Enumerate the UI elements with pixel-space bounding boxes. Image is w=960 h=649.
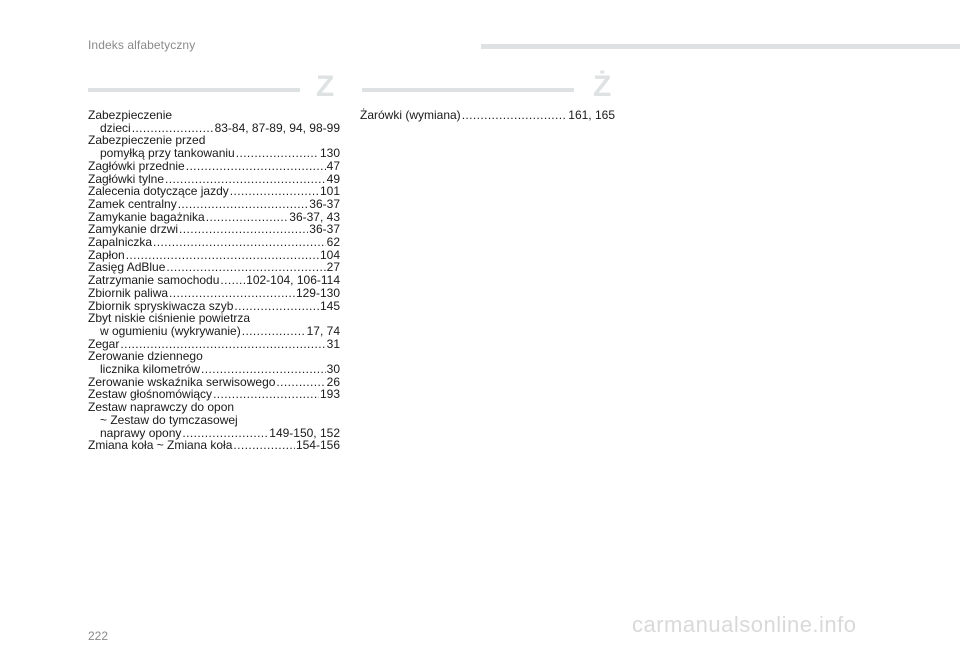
page-header-title: Indeks alfabetyczny (88, 38, 196, 52)
index-entry-pages: 101 (319, 184, 340, 199)
index-entry-pages: 36-37, 43 (289, 209, 340, 224)
index-entry-pages: 129-130 (295, 285, 340, 300)
index-entry-row (360, 109, 615, 122)
index-entry-pages: 62 (326, 235, 340, 250)
watermark-text: carmanualsonline.info (632, 612, 857, 637)
index-entry-term: licznika kilometrów (100, 362, 201, 377)
index-entry-term: Zbyt niskie ciśnienie powietrza (88, 311, 251, 326)
index-entry-term: Zamek centralny (88, 196, 177, 211)
index-entry-term: Zagłówki przednie (88, 158, 185, 173)
section-divider (88, 88, 300, 92)
index-entry-pages: 36-37 (309, 196, 340, 211)
index-section-z (88, 70, 340, 453)
index-entry-term: Zerowanie wskaźnika serwisowego (88, 374, 276, 389)
index-entry (88, 274, 340, 287)
index-entry-term: Zamykanie drzwi (88, 222, 179, 237)
index-entry-term: Zerowanie dziennego (88, 349, 203, 364)
dot-leader (236, 147, 319, 160)
index-entry-pages: 161, 165 (568, 108, 615, 122)
index-entry (88, 236, 340, 249)
index-entry-row (88, 287, 340, 300)
index-entry-pages: 49 (326, 171, 340, 186)
index-entry-term: Zagłówki tylne (88, 171, 165, 186)
index-entry (88, 134, 340, 159)
index-entry-pages: 17, 74 (306, 323, 340, 338)
dot-leader (186, 160, 326, 173)
index-entry (88, 439, 340, 452)
index-entry-row (88, 236, 340, 249)
section-divider (362, 88, 574, 92)
index-entry-pages: 27 (326, 260, 340, 275)
dot-leader (153, 236, 326, 249)
dot-leader (206, 211, 289, 224)
dot-leader (220, 274, 245, 287)
section-heading (360, 70, 615, 106)
index-entry-list (360, 109, 615, 122)
index-entry-pages: 26 (326, 374, 340, 389)
index-entry-row (88, 198, 340, 211)
index-entry-row (88, 363, 340, 376)
index-entry (88, 401, 340, 439)
index-entry (360, 109, 615, 122)
index-entry-term: Zmiana koła ~ Zmiana koła (88, 438, 233, 453)
index-entry-row (88, 147, 340, 160)
index-entry-term: Zatrzymanie samochodu (88, 273, 220, 288)
dot-leader (276, 376, 325, 389)
dot-leader (179, 223, 308, 236)
index-entry-term: Zestaw naprawczy do opon (88, 400, 235, 415)
index-entry (88, 350, 340, 375)
index-entry (88, 160, 340, 173)
index-entry-term: Zalecenia dotyczące jazdy (88, 184, 229, 199)
index-entry-term: Żarówki (wymiana) (360, 108, 461, 122)
index-entry-term: w ogumieniu (wykrywanie) (100, 323, 241, 338)
dot-leader (230, 185, 319, 198)
section-letter: Ż (593, 70, 612, 103)
index-entry (88, 312, 340, 337)
index-entry-row (88, 325, 340, 338)
index-entry-list (88, 109, 340, 452)
index-entry-pages: 104 (319, 247, 340, 262)
dot-leader (242, 325, 306, 338)
index-section-z-dot (360, 70, 615, 122)
index-entry-term: Zabezpieczenie (88, 108, 173, 122)
index-entry-term: Zegar (88, 336, 120, 351)
section-heading (88, 70, 340, 106)
index-entry-pages: 83-84, 87-89, 94, 98-99 (214, 120, 340, 135)
dot-leader (169, 287, 295, 300)
index-entry-pages: 149-150, 152 (269, 425, 340, 440)
index-entry-pages: 145 (319, 298, 340, 313)
index-entry-pages: 102-104, 106-114 (246, 273, 340, 288)
index-entry-pages: 30 (326, 362, 340, 377)
index-entry-row (88, 160, 340, 173)
dot-leader (178, 198, 309, 211)
index-entry-term: pomyłką przy tankowaniu (100, 146, 235, 161)
index-entry-term: Zapłon (88, 247, 125, 262)
index-entry-term: Zapalniczka (88, 235, 153, 250)
section-letter: Z (316, 70, 335, 103)
header-divider-bar (481, 44, 960, 49)
index-entry-pages: 47 (326, 158, 340, 173)
index-entry-row (88, 274, 340, 287)
index-entry (88, 198, 340, 211)
index-entry-term: Zbiornik spryskiwacza szyb (88, 298, 234, 313)
index-entry-term: Zestaw głośnomówiący (88, 387, 213, 402)
index-entry-row (88, 439, 340, 452)
index-entry-term: Zbiornik paliwa (88, 285, 169, 300)
index-entry-pages: 193 (319, 387, 340, 402)
index-entry-term: Zabezpieczenie przed (88, 133, 206, 148)
index-entry-term: Zamykanie bagażnika (88, 209, 205, 224)
index-entry (88, 109, 340, 134)
index-entry-pages: 154-156 (295, 438, 340, 453)
index-entry-term: naprawy opony (100, 425, 182, 440)
index-entry-pages: 31 (326, 336, 340, 351)
index-entry-pages: 130 (319, 146, 340, 161)
index-entry-pages: 36-37 (309, 222, 340, 237)
page-number: 222 (88, 629, 109, 643)
index-entry-term: dzieci (100, 120, 131, 135)
dot-leader (233, 439, 295, 452)
dot-leader (462, 109, 568, 122)
dot-leader (201, 363, 326, 376)
index-entry-term: Zasięg AdBlue (88, 260, 166, 275)
index-entry-term: ~ Zestaw do tymczasowej (100, 412, 238, 427)
index-entry (88, 287, 340, 300)
